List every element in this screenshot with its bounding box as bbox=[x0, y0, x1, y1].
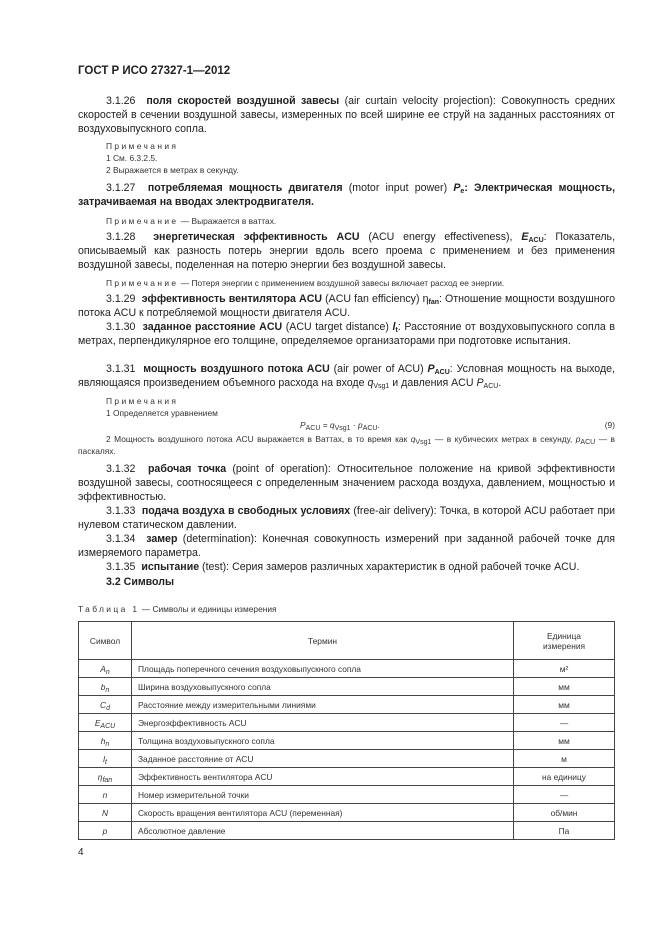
definition-3-1-35: 3.1.35 испытание (test): Серия замеров различных характеристик в одной рабочей точке ACU. bbox=[106, 561, 580, 573]
unit-cell: мм bbox=[514, 732, 615, 750]
table-caption: Таблица 1 — Символы и единицы измерения bbox=[78, 604, 277, 614]
definition-3-1-34: 3.1.34 замер (determination): Конечная совокупность измерений при заданной рабочей точке для измеряемого параметра. bbox=[78, 533, 616, 559]
definition-3-1-29: 3.1.29 эффективность вентилятора ACU (ACU fan efficiency) $\eta_{fan}$: Отношение мощности воздушного потока ACU к потребляемой мощности двигателя ACU. bbox=[78, 293, 615, 319]
table-row bbox=[79, 804, 615, 822]
column-header: Единица измерения bbox=[514, 622, 615, 660]
unit-cell: на единицу bbox=[514, 768, 615, 786]
definition-3-1-26: 3.1.26 поля скоростей воздушной завесы (air curtain velocity projection): Совокупность средних скоростей в сечении воздушной завесы, измеренных по всей ширине ее струй на заданных расстояниях от воздуховыпускного сопла. Примечания 1 См. 6.3.2.5. 2 Выражается в метрах в секунду. bbox=[78, 95, 615, 175]
symbol-cell: $h_n$ bbox=[79, 732, 132, 750]
symbol-cell: $l_t$ bbox=[79, 750, 132, 768]
table-row bbox=[79, 696, 615, 714]
term-cell: Абсолютное давление bbox=[132, 822, 514, 840]
document-header: ГОСТ Р ИСО 27327-1—2012 bbox=[78, 65, 231, 77]
symbol-cell: n bbox=[79, 786, 132, 804]
term-cell: Расстояние между измерительными линиями bbox=[132, 696, 514, 714]
term-cell: Площадь поперечного сечения воздуховыпускного сопла bbox=[132, 660, 514, 678]
term-cell: Толщина воздуховыпускного сопла bbox=[132, 732, 514, 750]
term-cell: Ширина воздуховыпускного сопла bbox=[132, 678, 514, 696]
definition-3-1-27: 3.1.27 потребляемая мощность двигателя (motor input power) $P_e$: Электрическая мощность, затрачиваемая на вводах электродвигателя. Примечание — Выражается в ваттах. bbox=[78, 182, 616, 226]
equation-9: $P_{ACU} = q_{Vsg1} \cdot p_{ACU}$. (9) bbox=[300, 420, 615, 432]
table-row bbox=[79, 678, 615, 696]
symbol-cell: $b_n$ bbox=[79, 678, 132, 696]
table-row bbox=[79, 786, 615, 804]
symbol-cell: $\eta_{fan}$ bbox=[79, 768, 132, 786]
unit-cell: — bbox=[514, 714, 615, 732]
term-cell: Скорость вращения вентилятора ACU (переменная) bbox=[132, 804, 514, 822]
column-header: Символ bbox=[79, 622, 132, 660]
symbol-cell: $E_{ACU}$ bbox=[79, 714, 132, 732]
unit-cell: — bbox=[514, 786, 615, 804]
symbol-cell: $A_n$ bbox=[79, 660, 132, 678]
definition-3-1-31: 3.1.31 мощность воздушного потока ACU (air power of ACU) $P_{ACU}$: Условная мощность на выходе, являющаяся произведением объемного расхода на входе $q_{Vsg1}$ и давления ACU $P_{ACU}$. Примечания 1 Определяется уравнением $P_{ACU} = q_{Vsg1} \cdot p_{ACU}$. (9) 2 Мощность воздушного потока ACU выражается в Ваттах, в то время как $q_{Vsg1}$ — в кубических метрах в секунду, $p_{ACU}$ — в паскалях. bbox=[78, 363, 615, 456]
symbol-cell: p bbox=[79, 822, 132, 840]
section-heading: 3.2 Символы bbox=[106, 576, 175, 588]
term-cell: Заданное расстояние от ACU bbox=[132, 750, 514, 768]
table-row bbox=[79, 714, 615, 732]
unit-cell: м bbox=[514, 750, 615, 768]
table-row bbox=[79, 732, 615, 750]
term-cell: Эффективность вентилятора ACU bbox=[132, 768, 514, 786]
definition-3-1-30: 3.1.30 заданное расстояние ACU (ACU target distance) $l_t$: Расстояние от воздуховыпускного сопла в метрах, перпендикулярное его толщине, определяемое организаторами при подготовке испытания. bbox=[78, 321, 616, 347]
table-row bbox=[79, 660, 615, 678]
definition-3-1-32: 3.1.32 рабочая точка (point of operation): Относительное положение на кривой эффективности воздушной завесы, соотносящееся с определенным значением расхода воздуха, давлением, мощностью и эффективностью. bbox=[78, 463, 615, 503]
page-number: 4 bbox=[78, 847, 84, 858]
notes-title: Примечания bbox=[106, 141, 179, 151]
term-cell: Энергоэффективность ACU bbox=[132, 714, 514, 732]
symbol-cell: N bbox=[79, 804, 132, 822]
table-row bbox=[79, 750, 615, 768]
term-cell: Номер измерительной точки bbox=[132, 786, 514, 804]
definition-3-1-33: 3.1.33 подача воздуха в свободных условиях (free-air delivery): Точка, в которой ACU работает при нулевом статическом давлении. bbox=[78, 505, 615, 531]
definition-3-1-28: 3.1.28 энергетическая эффективность ACU (ACU energy effectiveness), $E_{ACU}$: Показатель, описываемый как разность потерь энергии вдоль всего проема с применением и без применения воздушной завесы, поделенная на потерю энергии без воздушной завесы. Примечание — Потеря энергии с применением воздушной завесы включает расход ее энергии. bbox=[78, 231, 616, 288]
unit-cell: мм bbox=[514, 678, 615, 696]
unit-cell: об/мин bbox=[514, 804, 615, 822]
unit-cell: Па bbox=[514, 822, 615, 840]
unit-cell: м² bbox=[514, 660, 615, 678]
symbols-table bbox=[78, 621, 615, 840]
equation-number: (9) bbox=[604, 420, 615, 430]
unit-cell: мм bbox=[514, 696, 615, 714]
symbol-cell: $C_d$ bbox=[79, 696, 132, 714]
column-header: Термин bbox=[132, 622, 514, 660]
table-row bbox=[79, 822, 615, 840]
table-row bbox=[79, 768, 615, 786]
